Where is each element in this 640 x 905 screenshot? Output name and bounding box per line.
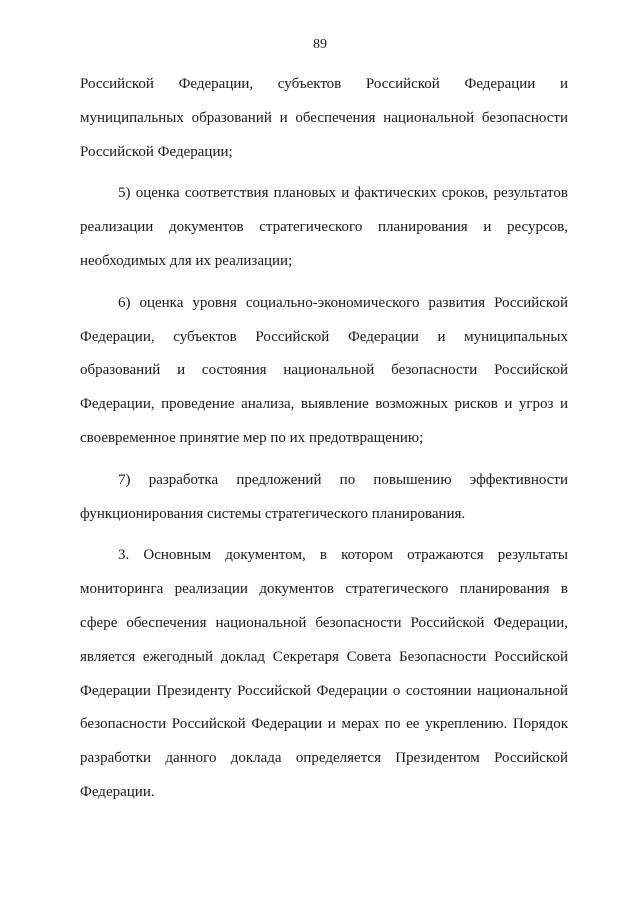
text-line: реализации документов стратегического планирования и ресурсов, <box>80 219 568 236</box>
text-line: образований и состояния национальной безопасности Российской <box>80 362 568 379</box>
text-line: Федерации. <box>80 783 155 800</box>
text-line: Федерации Президенту Российской Федерации о состоянии национальной <box>80 682 568 699</box>
paragraph-item-7 <box>80 464 568 532</box>
text-line: сфере обеспечения национальной безопасности Российской Федерации, <box>80 614 568 631</box>
paragraph-section-3 <box>80 539 568 809</box>
text-line: муниципальных образований и обеспечения национальной безопасности <box>80 109 568 126</box>
paragraph-continuation <box>80 68 568 169</box>
text-line: Федерации, проведение анализа, выявление возможных рисков и угроз и <box>80 396 568 413</box>
page-number: 89 <box>313 37 327 52</box>
text-line: Российской Федерации, субъектов Российской Федерации и <box>80 76 568 92</box>
paragraph-item-5 <box>80 177 568 278</box>
document-body <box>80 68 568 818</box>
text-line: безопасности Российской Федерации и мерах по ее укреплению. Порядок <box>80 716 568 733</box>
text-line: функционирования системы стратегического планирования. <box>80 505 466 522</box>
text-line: 5) оценка соответствия плановых и фактических сроков, результатов <box>118 185 568 202</box>
text-line: своевременное принятие мер по их предотвращению; <box>80 429 424 446</box>
text-line: 7) разработка предложений по повышению эффективности <box>118 471 568 488</box>
text-line: мониторинга реализации документов стратегического планирования в <box>80 581 568 598</box>
text-line: 6) оценка уровня социально-экономического развития Российской <box>118 294 568 311</box>
text-line: 3. Основным документом, в котором отражаются результаты <box>118 547 568 564</box>
text-line: является ежегодный доклад Секретаря Совета Безопасности Российской <box>80 648 568 665</box>
paragraph-item-6 <box>80 287 568 456</box>
text-line: разработки данного доклада определяется Президентом Российской <box>80 750 568 767</box>
text-line: необходимых для их реализации; <box>80 252 293 269</box>
text-line: Российской Федерации; <box>80 143 233 160</box>
text-line: Федерации, субъектов Российской Федерации и муниципальных <box>80 328 568 345</box>
